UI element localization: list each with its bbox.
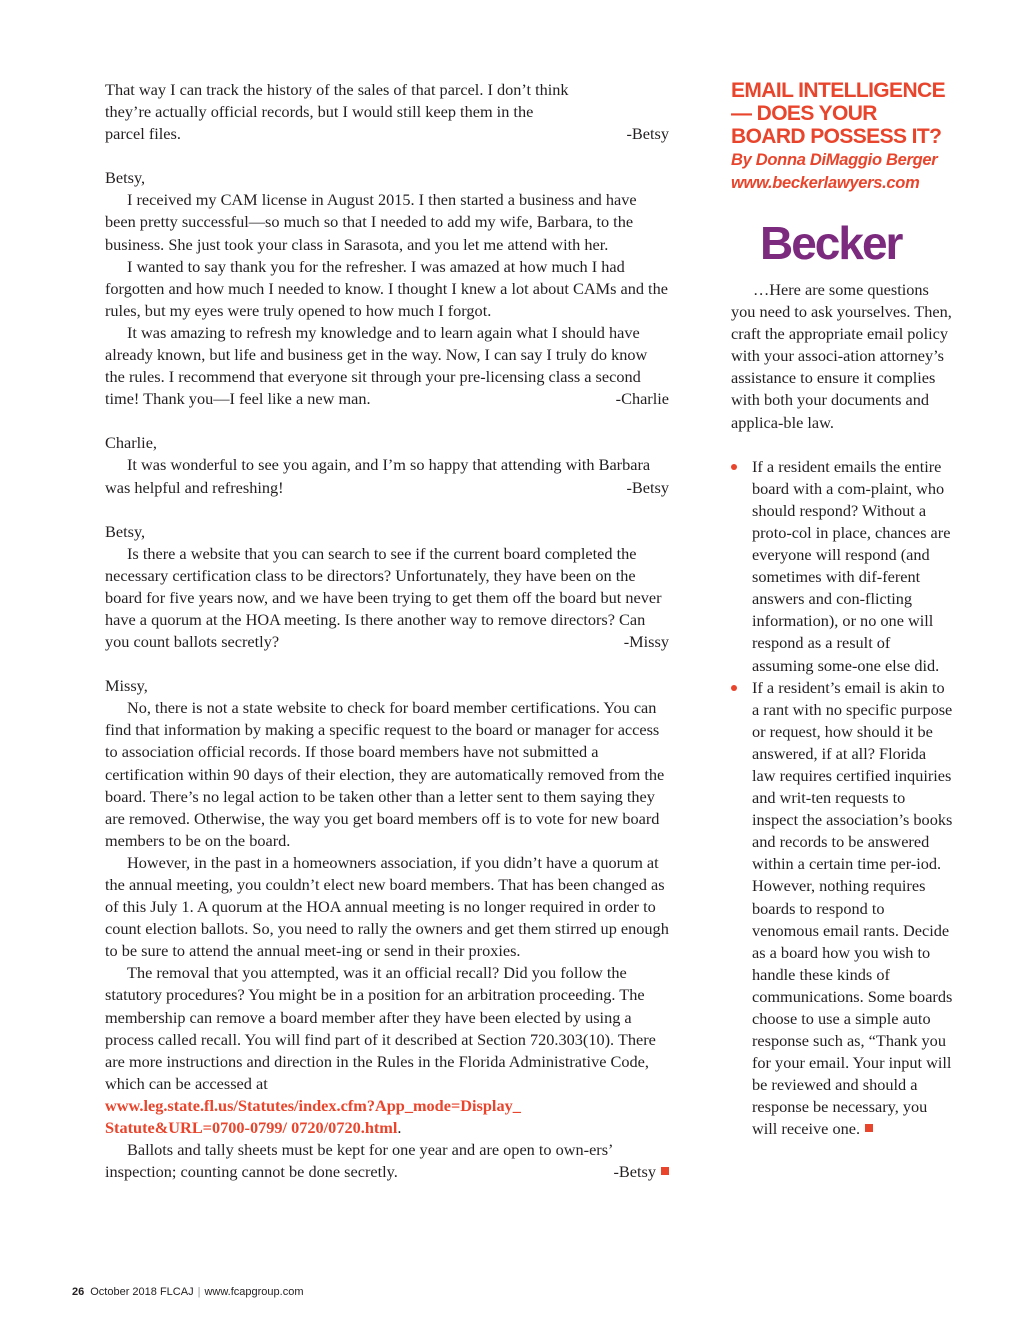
paragraph: That way I can track the history of the sales of that parcel. I don’t think they’re actually official records, but I would still keep them in the parcel files. -Betsy xyxy=(105,79,669,145)
end-mark-icon xyxy=(865,1124,873,1132)
article-headline: EMAIL INTELLIGENCE— DOES YOUR BOARD POSSESS IT? xyxy=(731,79,945,148)
paragraph: Ballots and tally sheets must be kept for one year and are open to own-ers’ inspection; counting cannot be done secretly. -Betsy xyxy=(105,1139,669,1183)
bullet-icon xyxy=(731,464,737,470)
signature: -Missy xyxy=(623,632,669,652)
list-item: If a resident emails the entire board with a com-plaint, who should respond? Without a proto-col in place, chances are everyone will respond (and sometimes with dif-ferent answers and con-flicting information), or no one will respond as a result of assuming some-one else did. xyxy=(731,456,953,677)
paragraph: The removal that you attempted, was it an official recall? Did you follow the statutory procedures? You might be in a position for an arbitration proceeding. The membership can remove a board member after they have been elected by using a process called recall. You will find part of it described at Section 720.303(10). There are more instructions and direction in the Rules in the Florida Administrative Code, which can be accessed at www.leg.state.fl.us/Statutes/index.cfm?App_mode=Display_ Statute&URL=0700-0799/ 0720/0720.html. xyxy=(105,963,656,1138)
paragraph: I received my CAM license in August 2015. I then started a business and have been pretty successful—so much so that I needed to add my wife, Barbara, to the business. She just took your class in Sarasota, and you let me attend with her. xyxy=(105,190,637,254)
paragraph: It was amazing to refresh my knowledge and to learn again what I should have already known, but life and business get in the way. Now, I can say I truly do know the rules. I recommend that everyone sit through your pre-licensing class a second time! Thank you—I feel like a new man. -Charlie xyxy=(105,322,669,410)
page-number: 26 xyxy=(72,1286,85,1298)
paragraph: I wanted to say thank you for the refresher. I was amazed at how much I had forgotten and how much I needed to know. I thought I knew a lot about CAMs and the rules, but my eyes were truly opened to how much I forgot. xyxy=(105,256,668,320)
page-footer: 26 October 2018 FLCAJ | www.fcapgroup.com xyxy=(72,1286,304,1298)
sidebar-article xyxy=(731,79,953,1141)
paragraph: It was wonderful to see you again, and I’m so happy that attending with Barbara was helpful and refreshing! -Betsy xyxy=(105,454,669,498)
bullet-icon xyxy=(731,685,737,691)
salutation: Betsy, xyxy=(105,521,146,541)
footer-site: www.fcapgroup.com xyxy=(204,1286,304,1298)
intro-paragraph: …Here are some questions you need to ask yourselves. Then, craft the appropriate email policy with your associ-ation attorney’s assistance to ensure it complies with both your documents and applica-ble law. xyxy=(731,280,952,432)
question-list xyxy=(731,456,953,1141)
signature: -Charlie xyxy=(615,389,669,409)
signature: -Betsy xyxy=(591,1161,669,1183)
becker-logo: Becker xyxy=(760,217,902,269)
letters-column xyxy=(105,79,669,1183)
statutes-link[interactable]: www.leg.state.fl.us/Statutes/index.cfm?App_mode=Display_ Statute&URL=0700-0799/ 0720/0720.html xyxy=(105,1095,521,1138)
byline: By Donna DiMaggio Berger xyxy=(731,151,938,169)
paragraph: However, in the past in a homeowners association, if you didn’t have a quorum at the annual meeting, you couldn’t elect new board members. That has been changed as of this July 1. A quorum at the HOA annual meeting is no longer required in order to count election ballots. So, you need to rally the owners and get them stirred up enough to be sure to attend the annual meet-ing or send in their proxies. xyxy=(105,852,669,961)
signature: -Betsy xyxy=(626,477,669,497)
signature: -Betsy xyxy=(626,124,669,144)
end-mark-icon xyxy=(661,1167,669,1175)
salutation: Charlie, xyxy=(105,433,157,453)
list-item: If a resident’s email is akin to a rant with no specific purpose or request, how should it be answered, if at all? Florida law requires certified inquiries and writ-ten requests to inspect the association’s books and records to be answered within a certain time per-iod. However, nothing requires boards to respond to venomous email rants. Decide as a board how you wish to handle these kinds of communications. Some boards choose to use a simple auto response such as, “Thank you for your email. Your input will be reviewed and should a response be necessary, you will receive one. xyxy=(731,677,953,1141)
author-website-link[interactable]: www.beckerlawyers.com xyxy=(731,174,920,192)
issue-label: October 2018 FLCAJ xyxy=(90,1286,194,1298)
paragraph: Is there a website that you can search to see if the current board completed the necessary certification class to be directors? Unfortunately, they have been on the board for five years now, and we have been trying to get them off the board but never have a quorum at the HOA meeting. Is there another way to remove directors? Can you count ballots secretly? -Missy xyxy=(105,543,669,653)
paragraph: No, there is not a state website to check for board member certifications. You can find that information by making a specific request to the board or manager for access to association official records. If those board members have not submitted a certification within 90 days of their election, they are automatically removed from the board. There’s no legal action to be taken other than a letter sent to them saying they are removed. Otherwise, the way you get board members off is to vote for new board members to be on the board. xyxy=(105,698,665,850)
salutation: Betsy, xyxy=(105,168,146,188)
salutation: Missy, xyxy=(105,676,148,696)
